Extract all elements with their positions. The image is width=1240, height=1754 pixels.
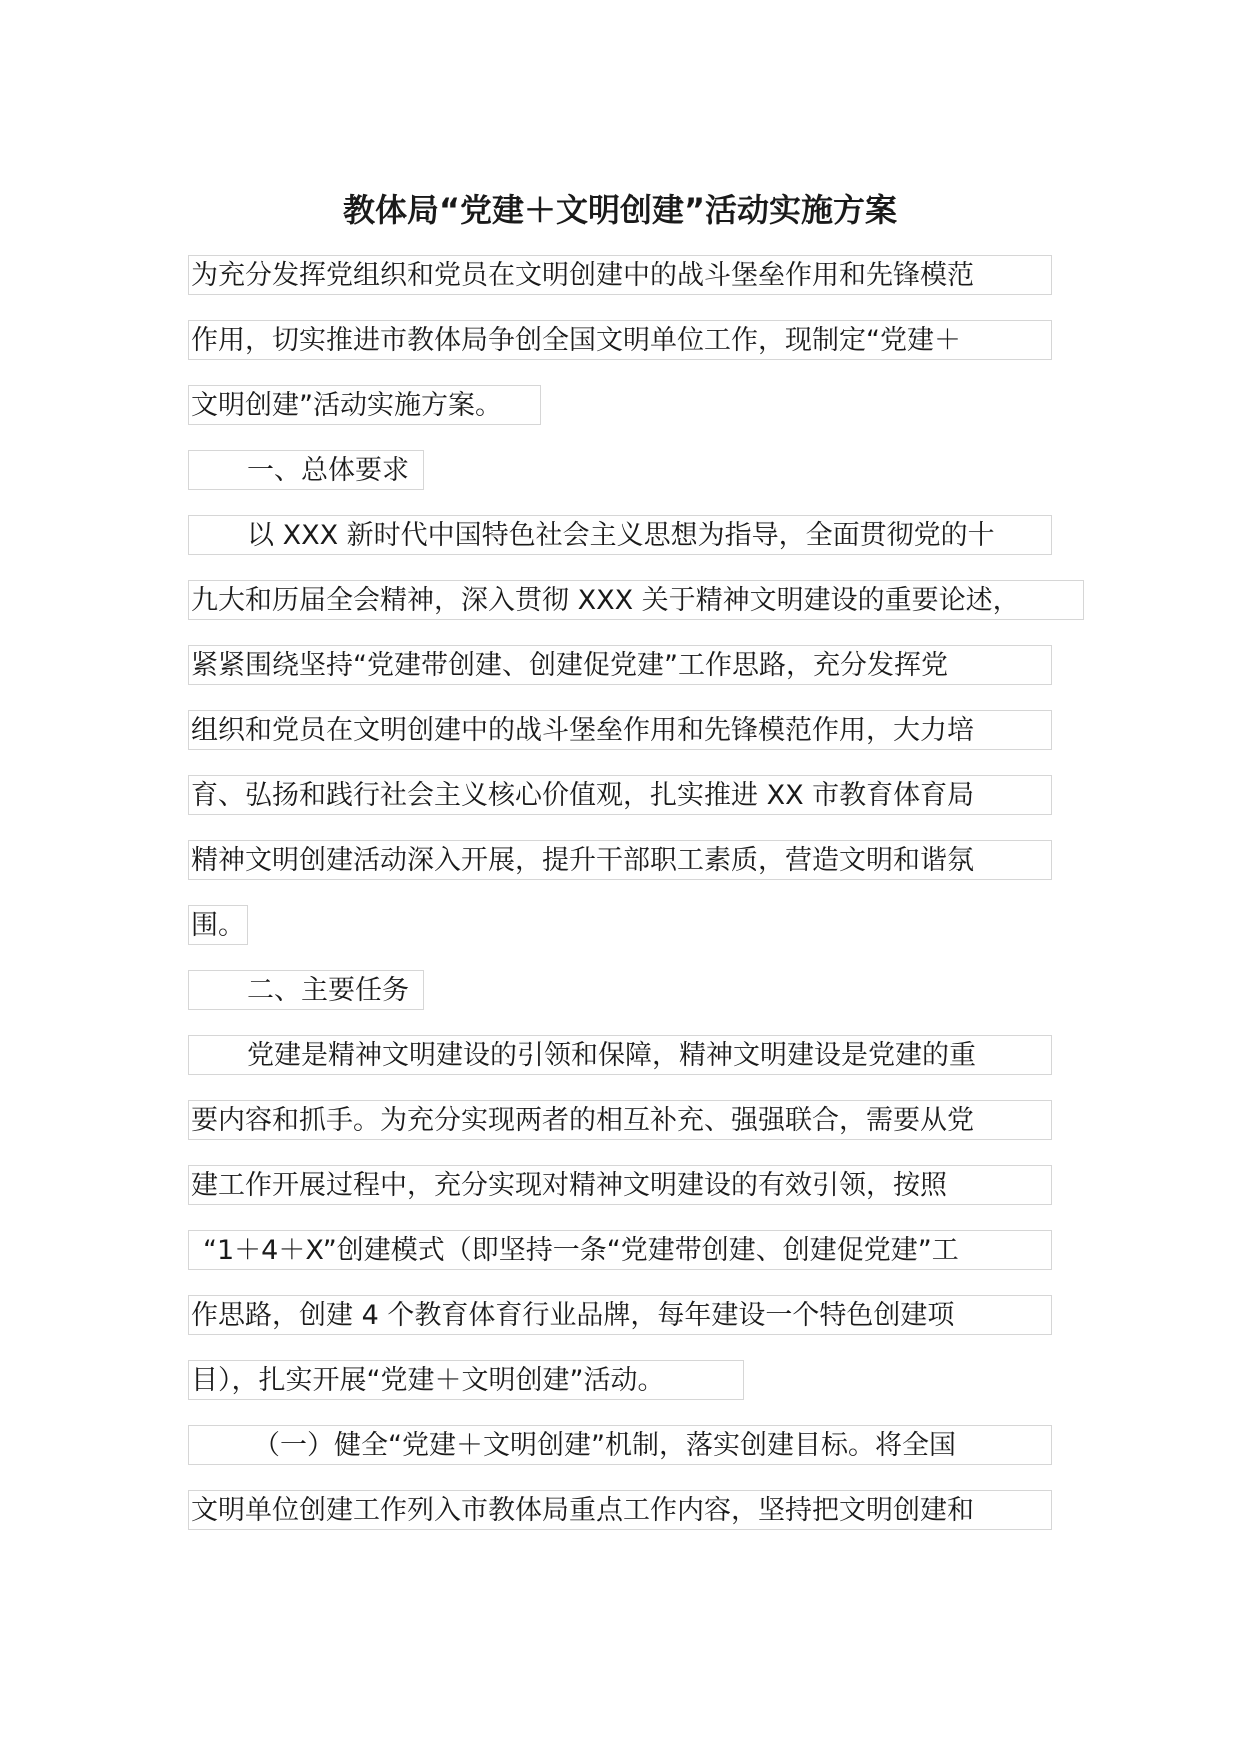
text-line — [188, 707, 1068, 772]
text-line — [188, 837, 1068, 902]
text-line-box: “1＋4＋X”创建模式（即坚持一条“党建带创建、创建促党建”工 — [188, 1230, 1052, 1270]
text-line-box: 为充分发挥党组织和党员在文明创建中的战斗堡垒作用和先锋模范 — [188, 255, 1052, 295]
text-line — [188, 512, 1068, 577]
document-title: 教体局“党建＋文明创建”活动实施方案 — [342, 191, 898, 229]
document-body — [188, 252, 1068, 1552]
text-line — [188, 967, 1068, 1032]
text-line — [188, 1097, 1068, 1162]
text-line — [188, 1162, 1068, 1227]
text-line — [188, 1292, 1068, 1357]
text-line-box: 紧紧围绕坚持“党建带创建、创建促党建”工作思路，充分发挥党 — [188, 645, 1052, 685]
text-line-box: 育、弘扬和践行社会主义核心价值观，扎实推进 XX 市教育体育局 — [188, 775, 1052, 815]
text-line — [188, 577, 1068, 642]
text-line-box: 精神文明创建活动深入开展，提升干部职工素质，营造文明和谐氛 — [188, 840, 1052, 880]
text-line-box: 文明创建”活动实施方案。 — [188, 385, 541, 425]
text-line — [188, 642, 1068, 707]
text-line-box: 一、总体要求 — [188, 450, 424, 490]
text-line — [188, 1422, 1068, 1487]
text-line-box: 二、主要任务 — [188, 970, 424, 1010]
text-line — [188, 1357, 1068, 1422]
text-line-box: 作思路，创建 4 个教育体育行业品牌，每年建设一个特色创建项 — [188, 1295, 1052, 1335]
text-line — [188, 1227, 1068, 1292]
text-line — [188, 382, 1068, 447]
text-line-box: 要内容和抓手。为充分实现两者的相互补充、强强联合，需要从党 — [188, 1100, 1052, 1140]
text-line-box: 九大和历届全会精神，深入贯彻 XXX 关于精神文明建设的重要论述， — [188, 580, 1084, 620]
text-line — [188, 1032, 1068, 1097]
text-line-box: 目），扎实开展“党建＋文明创建”活动。 — [188, 1360, 744, 1400]
text-line-box: 党建是精神文明建设的引领和保障，精神文明建设是党建的重 — [188, 1035, 1052, 1075]
text-line-box: 作用，切实推进市教体局争创全国文明单位工作，现制定“党建＋ — [188, 320, 1052, 360]
text-line-box: 建工作开展过程中，充分实现对精神文明建设的有效引领，按照 — [188, 1165, 1052, 1205]
text-line-box: 围。 — [188, 905, 248, 945]
text-line — [188, 1487, 1068, 1552]
text-line-box: 以 XXX 新时代中国特色社会主义思想为指导，全面贯彻党的十 — [188, 515, 1052, 555]
text-line — [188, 447, 1068, 512]
text-line — [188, 252, 1068, 317]
text-line — [188, 317, 1068, 382]
text-line-box: 文明单位创建工作列入市教体局重点工作内容，坚持把文明创建和 — [188, 1490, 1052, 1530]
text-line — [188, 772, 1068, 837]
text-line — [188, 902, 1068, 967]
text-line-box: （一）健全“党建＋文明创建”机制，落实创建目标。将全国 — [188, 1425, 1052, 1465]
text-line-box: 组织和党员在文明创建中的战斗堡垒作用和先锋模范作用，大力培 — [188, 710, 1052, 750]
